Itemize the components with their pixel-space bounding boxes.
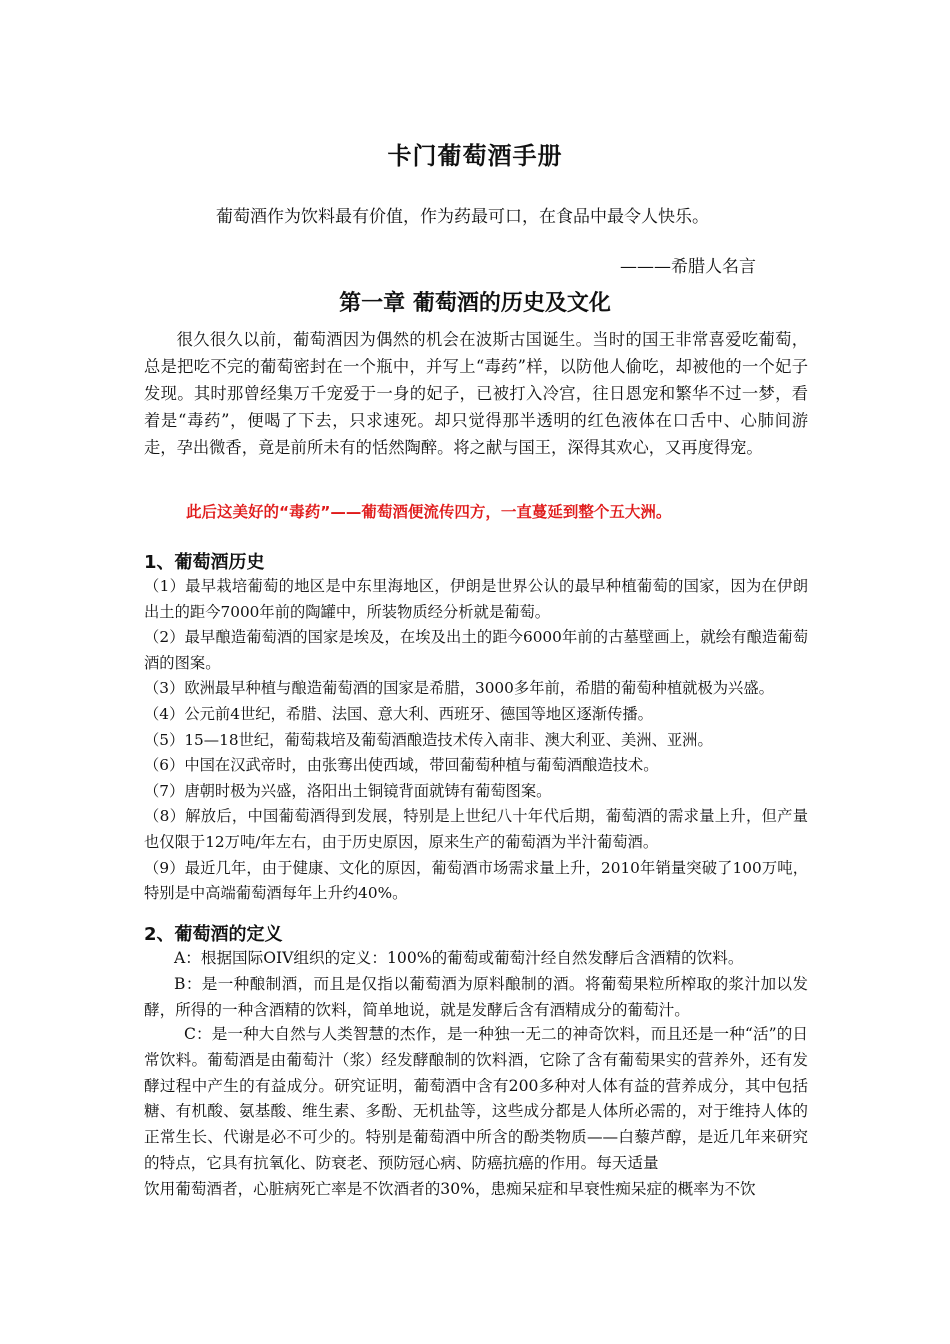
chapter-title: 第一章 葡萄酒的历史及文化	[339, 291, 611, 316]
story-paragraph: 很久很久以前，葡萄酒因为偶然的机会在波斯古国诞生。当时的国王非常喜爱吃葡萄，总是把吃不完的葡萄密封在一个瓶中，并写上“毒药”样，以防他人偷吃，却被他的一个妃子发现。其时那曾经集万千宠爱于一身的妃子，已被打入冷宫，往日恩宠和繁华不过一梦，看着是“毒药”，便喝了下去，只求速死。却只觉得那半透明的红色液体在口舌中、心肺间游走，孕出微香，竟是前所未有的恬然陶醉。将之献与国王，深得其欢心，又再度得宠。	[144, 330, 808, 457]
history-item: （8）解放后，中国葡萄酒得到发展，特别是上世纪八十年代后期，葡萄酒的需求量上升，但产量也仅限于12万吨/年左右，由于历史原因，原来生产的葡萄酒为半汁葡萄酒。	[144, 807, 808, 851]
history-item: （7）唐朝时极为兴盛，洛阳出土铜镜背面就铸有葡萄图案。	[144, 781, 552, 800]
definition-c-continued: 饮用葡萄酒者，心脏病死亡率是不饮酒者的30%，患痴呆症和早衰性痴呆症的概率为不饮	[144, 1179, 756, 1198]
epigraph-quote: 葡萄酒作为饮料最有价值，作为药最可口，在食品中最令人快乐。	[216, 207, 709, 227]
history-item: （3）欧洲最早种植与酿造葡萄酒的国家是希腊，3000多年前，希腊的葡萄种植就极为兴盛。	[144, 679, 774, 698]
definition-c-block	[144, 1022, 808, 1203]
page-title: 卡门葡萄酒手册	[387, 142, 563, 170]
epigraph-attribution: ———希腊人名言	[620, 257, 756, 277]
section-heading-history: 1、葡萄酒历史	[144, 552, 265, 573]
definition-b: B：是一种酿制酒，而且是仅指以葡萄酒为原料酿制的酒。将葡萄果粒所榨取的浆汁加以发酵，所得的一种含酒精的饮料，简单地说，就是发酵后含有酒精成分的葡萄汁。	[144, 975, 808, 1019]
definition-a: A：根据国际OIV组织的定义：100%的葡萄或葡萄汁经自然发酵后含酒精的饮料。	[174, 949, 744, 967]
history-item: （9）最近几年，由于健康、文化的原因，葡萄酒市场需求量上升，2010年销量突破了100万吨，特别是中高端葡萄酒每年上升约40%。	[144, 858, 808, 903]
history-item: （4）公元前4世纪，希腊、法国、意大利、西班牙、德国等地区逐渐传播。	[144, 704, 653, 723]
history-item: （5）15—18世纪，葡萄栽培及葡萄酒酿造技术传入南非、澳大利亚、美洲、亚洲。	[144, 730, 713, 749]
highlight-sentence: 此后这美好的“毒药”——葡萄酒便流传四方，一直蔓延到整个五大洲。	[186, 503, 672, 521]
history-item: （6）中国在汉武帝时，由张骞出使西域，带回葡萄种植与葡萄酒酿造技术。	[144, 756, 659, 775]
history-item: （2）最早酿造葡萄酒的国家是埃及，在埃及出土的距今6000年前的古墓壁画上，就绘有酿造葡萄酒的图案。	[144, 628, 808, 672]
section-heading-definition: 2、葡萄酒的定义	[144, 924, 283, 945]
history-item: （1）最早栽培葡萄的地区是中东里海地区，伊朗是世界公认的最早种植葡萄的国家，因为在伊朗出土的距今7000年前的陶罐中，所装物质经分析就是葡萄。	[144, 577, 808, 621]
history-list	[144, 574, 808, 907]
definition-c: C：是一种大自然与人类智慧的杰作，是一种独一无二的神奇饮料，而且还是一种“活”的日常饮料。葡萄酒是由葡萄汁（浆）经发酵酿制的饮料酒，它除了含有葡萄果实的营养外，还有发酵过程中产生的有益成分。研究证明，葡萄酒中含有200多种对人体有益的营养成分，其中包括糖、有机酸、氨基酸、维生素、多酚、无机盐等，这些成分都是人体所必需的，对于维持人体的正常生长、代谢是必不可少的。特别是葡萄酒中所含的酚类物质——白藜芦醇，是近几年来研究的特点，它具有抗氧化、防衰老、预防冠心病、防癌抗癌的作用。每天适量	[144, 1025, 808, 1172]
